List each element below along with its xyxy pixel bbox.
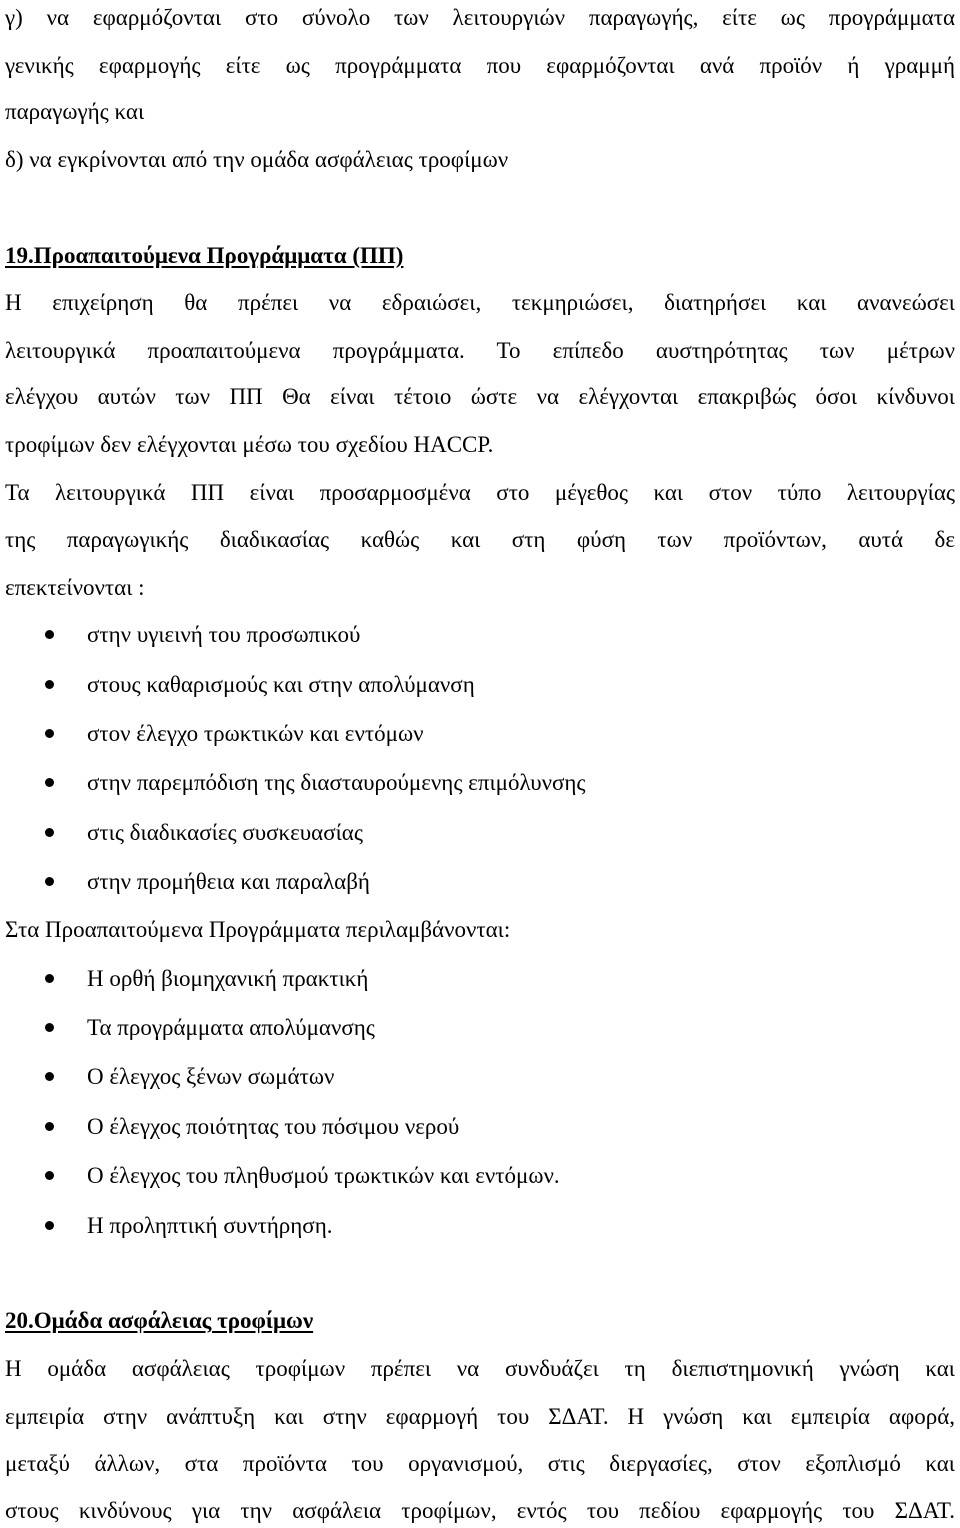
bullet-icon	[45, 974, 54, 983]
section-20-para-line-1: Η ομάδα ασφάλειας τροφίμων πρέπει να συνδυάζει τη διεπιστημονική γνώση και	[5, 1356, 955, 1381]
intro-line-2: γενικής εφαρμογής είτε ως προγράμματα που εφαρμόζονται ανά προϊόν ή γραμμή	[5, 53, 955, 78]
list1-item-4: στην παρεμπόδιση της διασταυρούμενης επιμόλυνσης	[87, 770, 586, 795]
section-19-para2-line-2: της παραγωγικής διαδικασίας καθώς και στη φύση των προϊόντων, αυτά δε	[5, 527, 955, 552]
list2-intro: Στα Προαπαιτούμενα Προγράμματα περιλαμβάνονται:	[5, 917, 511, 942]
bullet-icon	[45, 729, 54, 738]
bullet-icon	[45, 1122, 54, 1131]
intro-line-4: δ) να εγκρίνονται από την ομάδα ασφάλειας τροφίμων	[5, 147, 509, 172]
section-19-heading: 19.Προαπαιτούμενα Προγράμματα (ΠΠ)	[5, 243, 404, 268]
bullet-icon	[45, 778, 54, 787]
list2-item-3: Ο έλεγχος ξένων σωμάτων	[87, 1064, 335, 1089]
bullet-icon	[45, 680, 54, 689]
section-19-para1-line-4: τροφίμων δεν ελέγχονται μέσω του σχεδίου HACCP.	[5, 432, 494, 457]
section-19-para1-line-1: Η επιχείρηση θα πρέπει να εδραιώσει, τεκμηριώσει, διατηρήσει και ανανεώσει	[5, 290, 955, 315]
intro-line-1: γ) να εφαρμόζονται στο σύνολο των λειτουργιών παραγωγής, είτε ως προγράμματα	[5, 5, 955, 30]
list1-item-5: στις διαδικασίες συσκευασίας	[87, 820, 363, 845]
section-19-para1-line-3: ελέγχου αυτών των ΠΠ Θα είναι τέτοιο ώστε να ελέγχονται επακριβώς όσοι κίνδυνοι	[5, 384, 955, 409]
section-19-para2-line-1: Τα λειτουργικά ΠΠ είναι προσαρμοσμένα στο μέγεθος και στον τύπο λειτουργίας	[5, 480, 955, 505]
intro-line-3: παραγωγής και	[5, 99, 145, 124]
list2-item-6: Η προληπτική συντήρηση.	[87, 1213, 333, 1238]
bullet-icon	[45, 828, 54, 837]
list1-item-3: στον έλεγχο τρωκτικών και εντόμων	[87, 721, 424, 746]
bullet-icon	[45, 630, 54, 639]
section-19-para2-line-3: επεκτείνονται :	[5, 575, 145, 600]
list2-item-1: Η ορθή βιομηχανική πρακτική	[87, 966, 369, 991]
list2-item-5: Ο έλεγχος του πληθυσμού τρωκτικών και εντόμων.	[87, 1163, 560, 1188]
bullet-icon	[45, 1072, 54, 1081]
list1-item-6: στην προμήθεια και παραλαβή	[87, 869, 370, 894]
bullet-icon	[45, 1221, 54, 1230]
list2-item-2: Τα προγράμματα απολύμανσης	[87, 1015, 375, 1040]
list2-item-4: Ο έλεγχος ποιότητας του πόσιμου νερού	[87, 1114, 460, 1139]
section-19-para1-line-2: λειτουργικά προαπαιτούμενα προγράμματα. Το επίπεδο αυστηρότητας των μέτρων	[5, 338, 955, 363]
bullet-icon	[45, 1171, 54, 1180]
section-20-para-line-2: εμπειρία στην ανάπτυξη και στην εφαρμογή του ΣΔΑΤ. Η γνώση και εμπειρία αφορά,	[5, 1404, 955, 1429]
section-20-para-line-3: μεταξύ άλλων, στα προϊόντα του οργανισμού, στις διεργασίες, στον εξοπλισμό και	[5, 1451, 955, 1476]
list1-item-1: στην υγιεινή του προσωπικού	[87, 622, 361, 647]
section-20-para-line-4: στους κινδύνους για την ασφάλεια τροφίμων, εντός του πεδίου εφαρμογής του ΣΔΑΤ.	[5, 1498, 955, 1523]
bullet-icon	[45, 877, 54, 886]
section-20-heading: 20.Ομάδα ασφάλειας τροφίμων	[5, 1308, 314, 1333]
bullet-icon	[45, 1023, 54, 1032]
list1-item-2: στους καθαρισμούς και στην απολύμανση	[87, 672, 475, 697]
